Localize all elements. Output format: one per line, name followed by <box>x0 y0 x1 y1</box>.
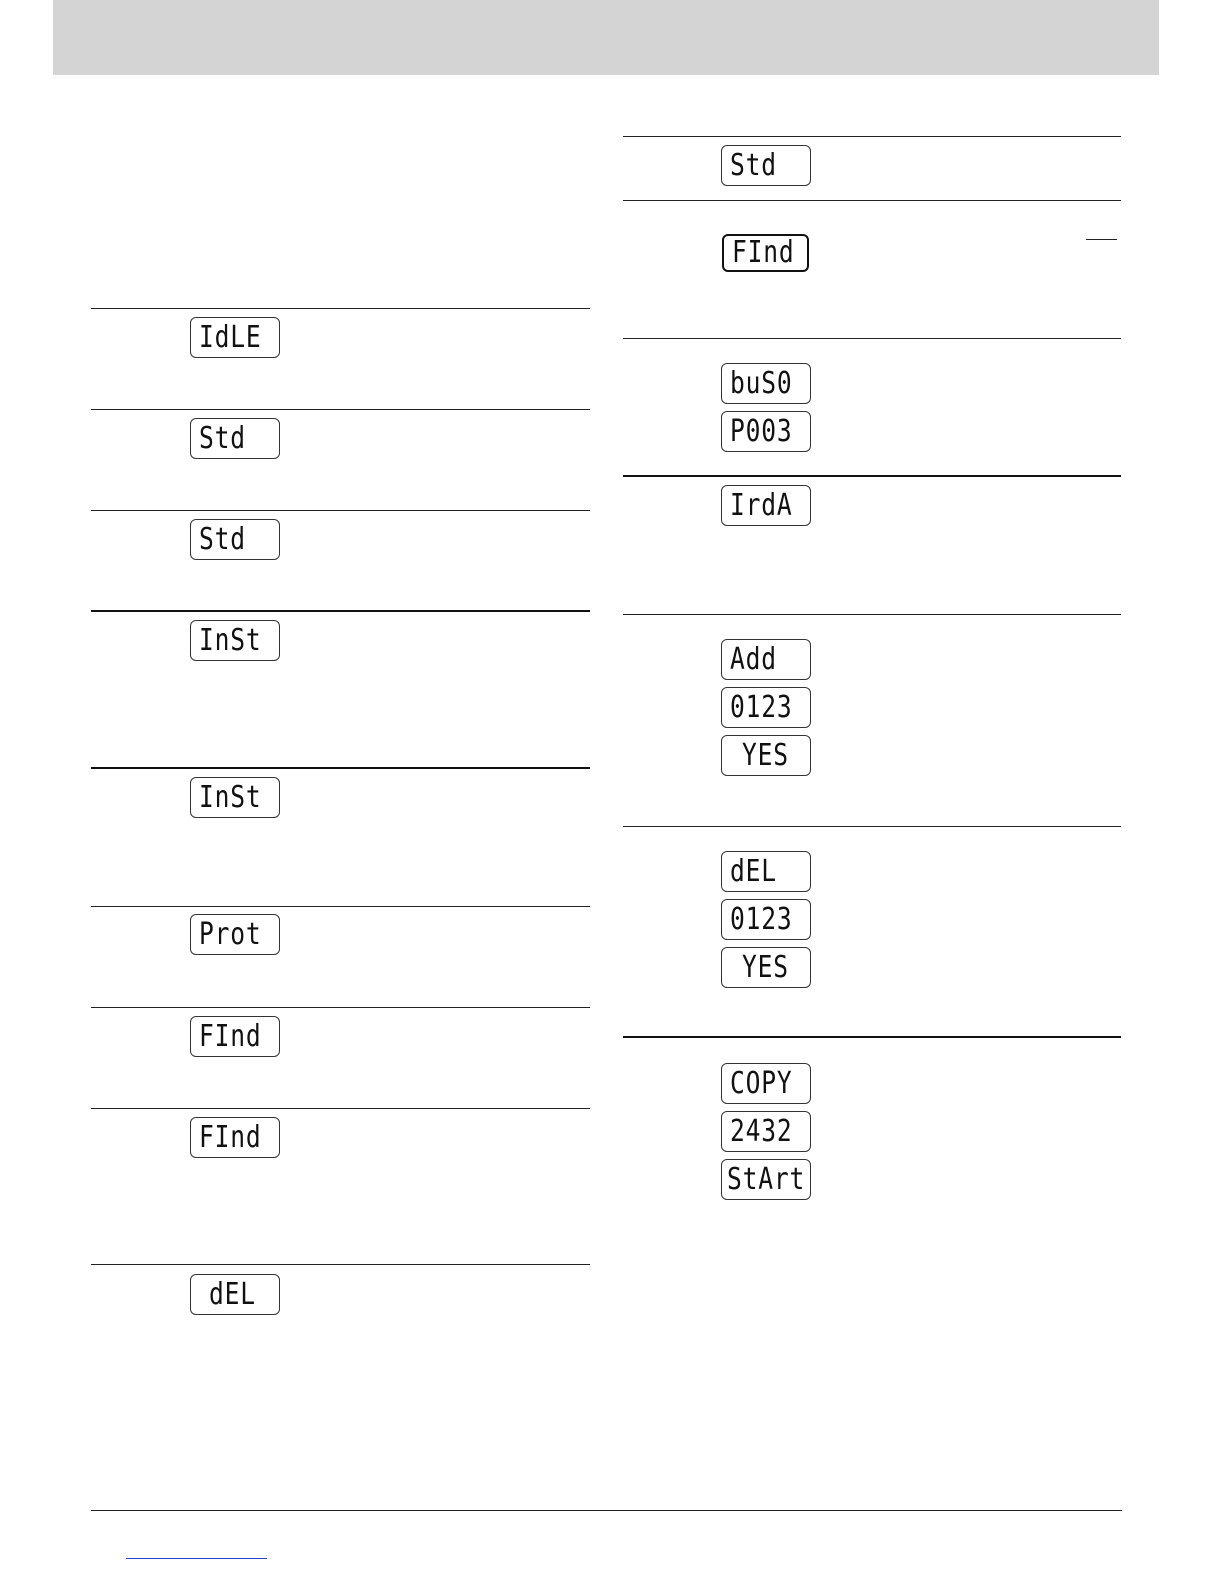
lcd-display: FInd <box>722 234 809 272</box>
right-separator <box>623 475 1121 477</box>
left-separator <box>91 610 590 612</box>
right-separator <box>623 136 1121 137</box>
lcd-display: dEL <box>190 1274 280 1315</box>
lcd-display: InSt <box>190 777 280 818</box>
footer-link-underline[interactable] <box>126 1558 267 1559</box>
right-separator <box>623 614 1121 615</box>
lcd-display: 0123 <box>721 687 811 728</box>
left-separator <box>91 409 590 410</box>
lcd-display: Std <box>190 418 280 459</box>
lcd-display: YES <box>721 947 811 988</box>
left-separator <box>91 1007 590 1008</box>
left-separator <box>91 510 590 511</box>
right-separator <box>623 338 1121 339</box>
lcd-display: P003 <box>721 411 811 452</box>
lcd-display: Prot <box>190 914 280 955</box>
lcd-display: Add <box>721 639 811 680</box>
lcd-display: StArt <box>721 1159 811 1200</box>
lcd-display: IrdA <box>721 485 811 526</box>
lcd-display: YES <box>721 735 811 776</box>
left-separator <box>91 308 590 309</box>
footer-rule <box>91 1510 1122 1511</box>
left-separator <box>91 1108 590 1109</box>
left-separator <box>91 767 590 769</box>
header-bar <box>53 0 1159 75</box>
right-separator <box>623 200 1121 201</box>
lcd-display: Std <box>190 519 280 560</box>
lcd-display: buS0 <box>721 363 811 404</box>
left-separator <box>91 1264 590 1265</box>
overline-mark <box>1086 239 1117 240</box>
right-separator <box>623 1036 1121 1038</box>
lcd-display: COPY <box>721 1063 811 1104</box>
right-separator <box>623 826 1121 827</box>
lcd-display: IdLE <box>190 317 280 358</box>
lcd-display: FInd <box>190 1016 280 1057</box>
lcd-display: Std <box>721 145 811 186</box>
lcd-display: InSt <box>190 620 280 661</box>
lcd-display: 0123 <box>721 899 811 940</box>
lcd-display: FInd <box>190 1117 280 1158</box>
lcd-display: 2432 <box>721 1111 811 1152</box>
left-separator <box>91 906 590 907</box>
lcd-display: dEL <box>721 851 811 892</box>
